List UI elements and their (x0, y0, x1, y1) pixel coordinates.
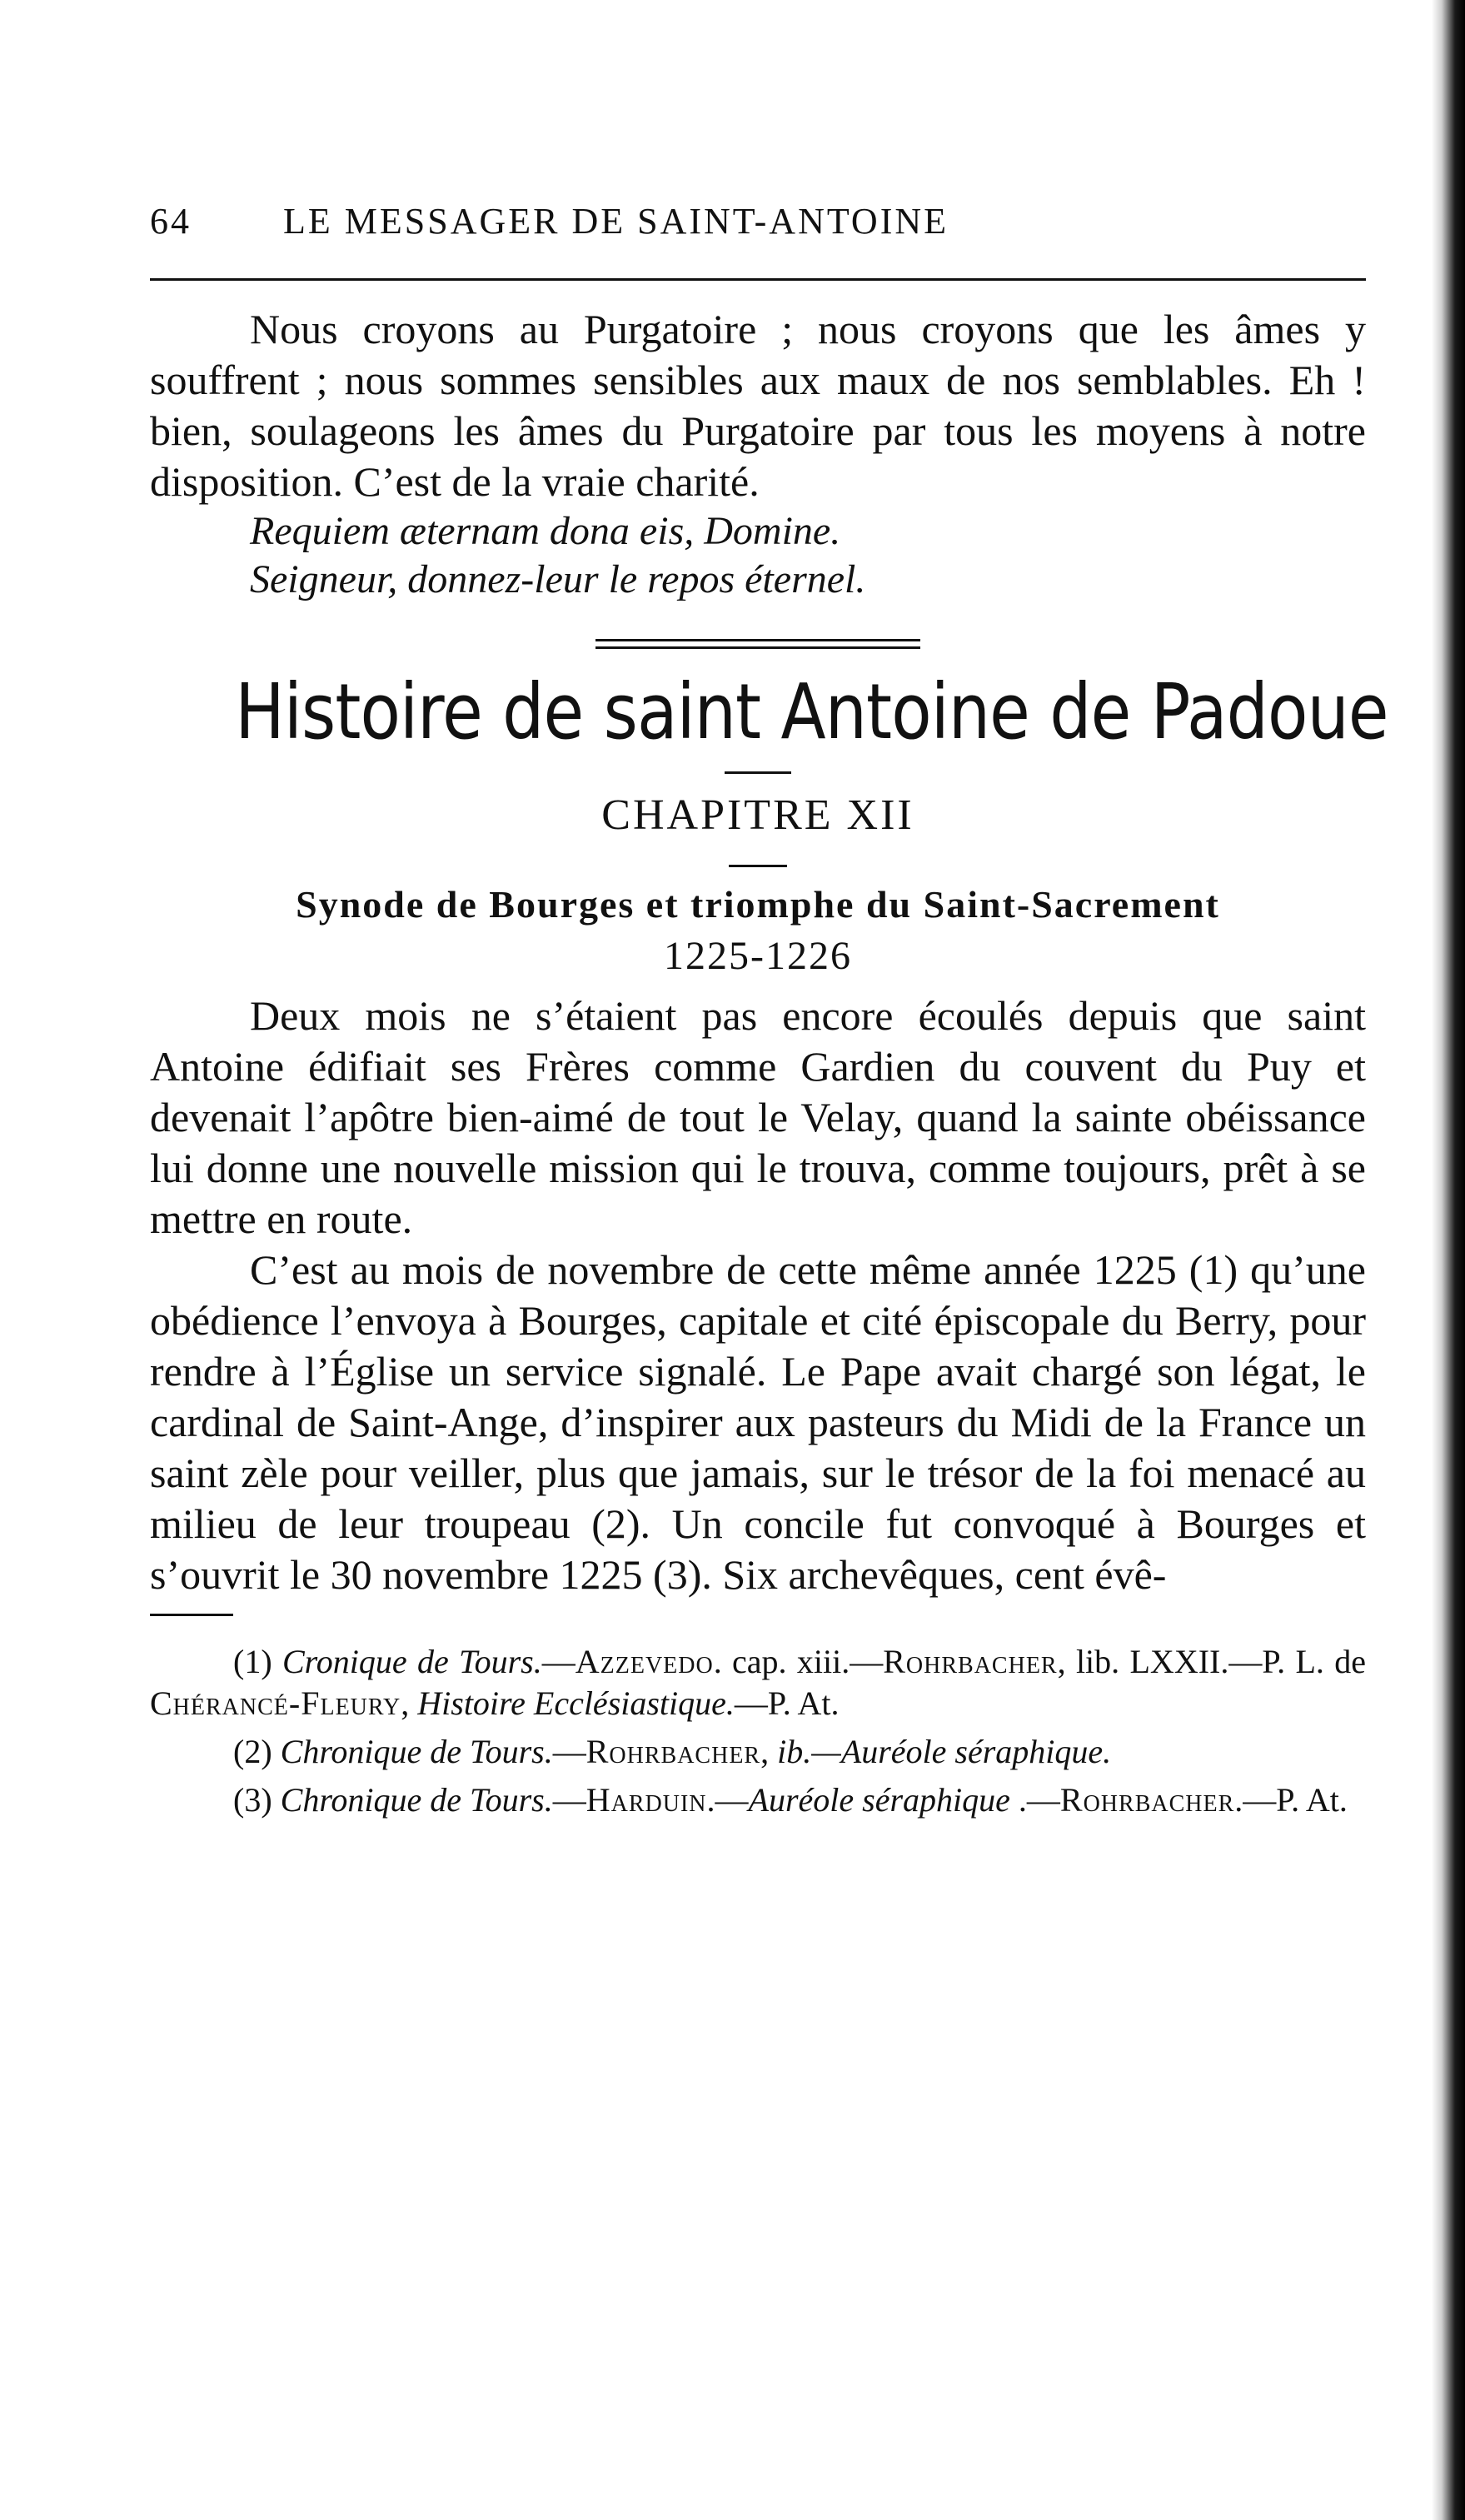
footnote-number: (2) (233, 1733, 281, 1770)
footnote-text: — (552, 1781, 586, 1819)
book-page (150, 200, 1388, 1821)
footnote-rule (150, 1614, 233, 1616)
footnote-2 (150, 1731, 1366, 1773)
footnote-text: — (541, 1643, 576, 1680)
page-number: 64 (150, 201, 192, 242)
footnote-text: Cronique de Tours. (282, 1643, 542, 1680)
section-double-rule (595, 639, 920, 649)
chapter-subtitle: Synode de Bourges et triomphe du Saint-Sacrement (296, 883, 1220, 926)
footnote-text: Rohrbacher (586, 1733, 761, 1770)
footnote-text: .— (706, 1781, 749, 1819)
footnotes (150, 1641, 1366, 1821)
footnote-text: .— (1009, 1781, 1060, 1819)
paragraph-novembre: C’est au mois de novembre de cette même année 1225 (1) qu’une obédience l’envoya à Bourges, capitale et cité épiscopale du Berry, pour rendre à l’Église un service signalé. Le Pape avait chargé son légat, le cardinal de Saint-Ange, d’inspirer aux pasteurs du Midi de la France un saint zèle pour veiller, plus que jamais, sur le trésor de la foi menacé au milieu de leur troupeau (2). Un concile fut convoqué à Bourges et s’ouvrit le 30 novembre 1225 (3). Six archevêques, cent évê- (150, 1246, 1366, 1598)
footnote-text: ib.—Auréole séraphique. (777, 1733, 1112, 1770)
footnote-text: Azzevedo (575, 1643, 714, 1680)
footnote-3 (150, 1779, 1366, 1821)
paragraph-purgatoire: Nous croyons au Purgatoire ; nous croyons que les âmes y souffrent ; nous sommes sensibles aux maux de nos semblables. Eh ! bien, soulageons les âmes du Purgatoire par tous les moyens à notre disposition. C’est de la vraie charité. (150, 306, 1366, 505)
chapter-rule (729, 865, 787, 867)
running-head (150, 200, 1366, 250)
prayer-french: Seigneur, donnez-leur le repos éternel. (250, 557, 866, 601)
main-title: Histoire de saint Antoine de Padoue (235, 667, 1388, 756)
scan-edge-shadow (1432, 0, 1465, 2520)
footnote-1 (150, 1641, 1366, 1724)
footnote-text: Rohrbacher (883, 1643, 1058, 1680)
footnote-text: Chérancé-Fleury (150, 1684, 401, 1722)
footnote-text: , (760, 1733, 778, 1770)
header-rule (150, 278, 1366, 281)
footnote-text: Harduin (586, 1781, 707, 1819)
footnote-text: , (401, 1684, 418, 1722)
running-title: LE MESSAGER DE SAINT-ANTOINE (283, 201, 949, 242)
footnote-text: .—P. At. (1234, 1781, 1348, 1819)
prayer-latin: Requiem æternam dona eis, Domine. (250, 509, 841, 553)
chapter-heading: CHAPITRE XII (601, 791, 914, 839)
title-rule (725, 771, 791, 774)
footnote-text: Rohrbacher (1059, 1781, 1235, 1819)
footnote-text: Chronique de Tours. (280, 1733, 553, 1770)
footnote-number: (1) (233, 1643, 282, 1680)
footnote-text: Histoire Ecclésiastique. (417, 1684, 735, 1722)
footnote-text: Auréole séraphique (748, 1781, 1010, 1819)
footnote-text: , lib. LXXII.—P. L. de (1057, 1643, 1367, 1680)
footnote-text: Chronique de Tours. (280, 1781, 553, 1819)
chapter-years: 1225-1226 (664, 934, 852, 978)
footnote-text: —P. At. (734, 1684, 840, 1722)
footnote-text: — (552, 1733, 586, 1770)
footnote-text: . cap. xiii.— (713, 1643, 884, 1680)
footnote-number: (3) (233, 1781, 281, 1819)
paragraph-deux-mois: Deux mois ne s’étaient pas encore écoulés depuis que saint Antoine édifiait ses Frères comme Gardien du couvent du Puy et devenait l’apôtre bien-aimé de tout le Velay, quand la sainte obéissance lui donne une nouvelle mission qui le trouva, comme toujours, prêt à se mettre en route. (150, 992, 1366, 1242)
